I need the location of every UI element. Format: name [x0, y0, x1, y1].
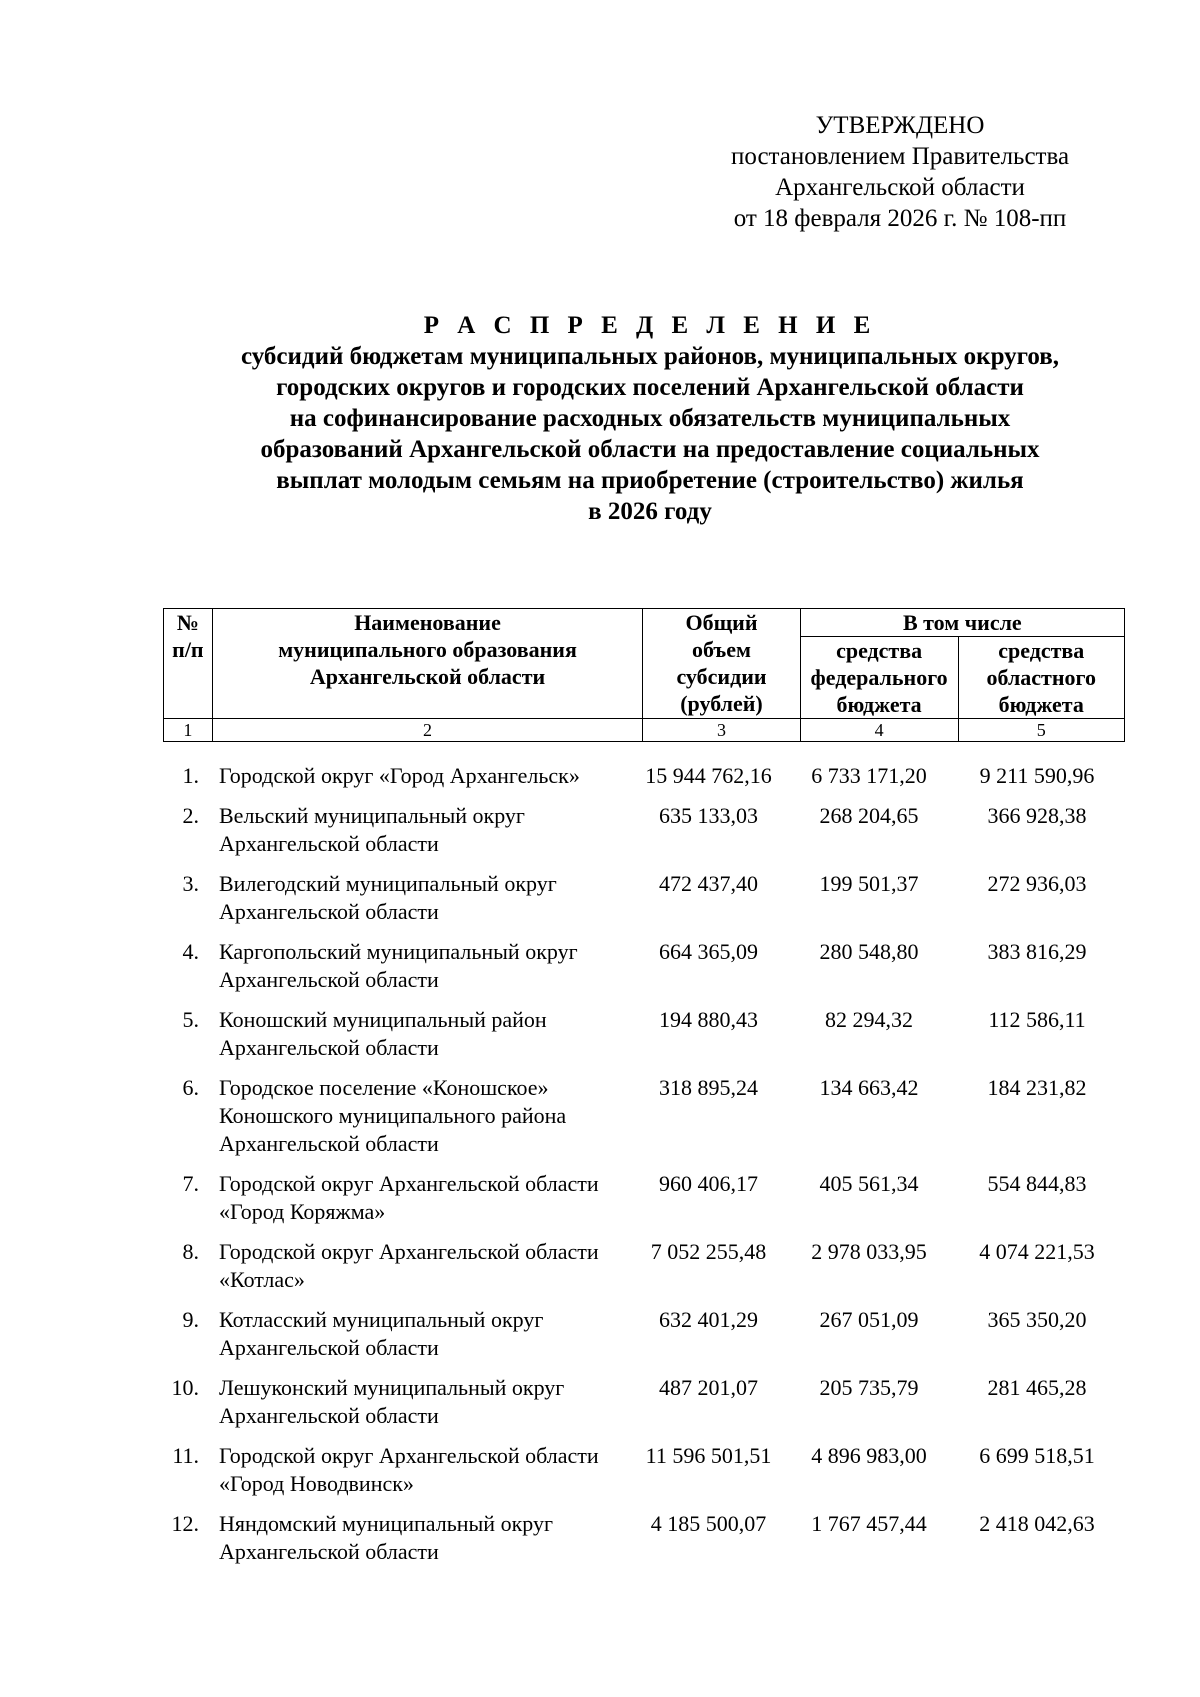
title-line: выплат молодым семьям на приобретение (строительство) жилья — [276, 467, 1024, 494]
row-number: 12. — [171, 1511, 199, 1536]
row-number: 11. — [172, 1443, 199, 1468]
row-regional: 112 586,11 — [988, 1007, 1086, 1032]
approval-title: УТВЕРЖДЕНО — [815, 112, 985, 139]
approval-line: постановлением Правительства — [730, 143, 1070, 170]
column-number: 2 — [212, 719, 643, 742]
header-text: объем — [691, 637, 752, 662]
table-row — [163, 802, 1125, 858]
title-line: субсидий бюджетам муниципальных районов, муниципальных округов, — [240, 343, 1060, 370]
row-total: 318 895,24 — [659, 1075, 758, 1100]
row-federal: 134 663,42 — [819, 1075, 919, 1100]
row-number: 7. — [182, 1171, 199, 1196]
row-name — [207, 1074, 628, 1158]
header-text: п/п — [172, 637, 204, 662]
header-col-regional — [958, 637, 1125, 719]
row-federal: 199 501,37 — [819, 871, 919, 896]
column-number: 1 — [164, 719, 213, 742]
row-name — [207, 802, 628, 858]
table-row — [163, 1510, 1125, 1566]
row-total: 7 052 255,48 — [650, 1239, 767, 1264]
row-number: 5. — [182, 1007, 199, 1032]
row-name-line: Архангельской области — [219, 1035, 439, 1060]
row-federal: 4 896 983,00 — [811, 1443, 927, 1468]
row-name — [207, 762, 628, 790]
title-heading: Р А С П Р Е Д Е Л Е Н И Е — [423, 312, 877, 339]
row-name-line: Лешуконский муниципальный округ — [219, 1375, 565, 1400]
row-name-line: Коношского муниципального района — [219, 1103, 567, 1128]
approval-line: Архангельской области — [775, 174, 1025, 201]
row-name — [207, 870, 628, 926]
table-row — [163, 938, 1125, 994]
row-number: 8. — [182, 1239, 199, 1264]
table-row — [163, 1170, 1125, 1226]
row-name — [207, 1170, 628, 1226]
row-name-line: Городской округ «Город Архангельск» — [219, 763, 580, 788]
row-total: 15 944 762,16 — [645, 763, 772, 788]
row-name-line: Каргопольский муниципальный округ — [219, 939, 578, 964]
row-number: 6. — [182, 1075, 199, 1100]
header-text: Архангельской области — [309, 664, 546, 689]
row-federal: 6 733 171,20 — [811, 763, 927, 788]
header-text: субсидии — [676, 664, 767, 689]
row-name — [207, 1510, 628, 1566]
row-regional: 281 465,28 — [987, 1375, 1087, 1400]
column-number: 5 — [958, 719, 1125, 742]
header-text: средства — [998, 638, 1085, 663]
row-federal: 267 051,09 — [819, 1307, 919, 1332]
table-row — [163, 1306, 1125, 1362]
row-federal: 82 294,32 — [825, 1007, 913, 1032]
title-line: городских округов и городских поселений Архангельской области — [276, 374, 1024, 401]
header-col-total — [643, 609, 800, 719]
header-text: бюджета — [836, 692, 922, 717]
table-header — [163, 608, 1125, 742]
row-regional: 272 936,03 — [987, 871, 1087, 896]
header-text: федерального — [810, 665, 948, 690]
row-federal: 405 561,34 — [819, 1171, 919, 1196]
column-number: 4 — [800, 719, 958, 742]
table-row — [163, 1374, 1125, 1430]
row-federal: 1 767 457,44 — [811, 1511, 927, 1536]
approval-stamp — [700, 110, 1100, 234]
row-name — [207, 1374, 628, 1430]
row-regional: 6 699 518,51 — [979, 1443, 1095, 1468]
row-name-line: Городской округ Архангельской области — [219, 1443, 599, 1468]
row-name-line: Вельский муниципальный округ — [219, 803, 525, 828]
title-line: на софинансирование расходных обязательств муниципальных — [289, 405, 1011, 432]
row-total: 632 401,29 — [659, 1307, 758, 1332]
row-name-line: Городской округ Архангельской области — [219, 1239, 599, 1264]
table-row — [163, 1442, 1125, 1498]
header-text: Наименование — [354, 610, 501, 635]
row-federal: 268 204,65 — [819, 803, 919, 828]
row-regional: 184 231,82 — [987, 1075, 1087, 1100]
row-name — [207, 1442, 628, 1498]
row-name-line: Городской округ Архангельской области — [219, 1171, 599, 1196]
row-total: 11 596 501,51 — [645, 1443, 772, 1468]
row-name-line: Котласский муниципальный округ — [219, 1307, 544, 1332]
row-regional: 383 816,29 — [987, 939, 1087, 964]
row-number: 4. — [182, 939, 199, 964]
table-row — [163, 1074, 1125, 1158]
row-name — [207, 938, 628, 994]
row-total: 635 133,03 — [659, 803, 758, 828]
row-number: 3. — [182, 871, 199, 896]
row-name-line: Архангельской области — [219, 1131, 439, 1156]
row-regional: 9 211 590,96 — [979, 763, 1095, 788]
document-title — [100, 310, 1200, 527]
row-name-line: Вилегодский муниципальный округ — [219, 871, 557, 896]
approval-date: от 18 февраля 2026 г. № 108-пп — [733, 205, 1067, 232]
row-number: 1. — [182, 763, 199, 788]
row-name — [207, 1238, 628, 1294]
table-row — [163, 870, 1125, 926]
header-text: бюджета — [998, 692, 1084, 717]
row-name-line: Архангельской области — [219, 967, 439, 992]
row-name-line: Архангельской области — [219, 1403, 439, 1428]
header-text: (рублей) — [680, 691, 763, 716]
row-name-line: Городское поселение «Коношское» — [219, 1075, 549, 1100]
header-col-number — [164, 609, 213, 719]
table-row — [163, 1238, 1125, 1294]
row-regional: 366 928,38 — [987, 803, 1087, 828]
row-total: 664 365,09 — [659, 939, 758, 964]
row-number: 9. — [182, 1307, 199, 1332]
row-number: 2. — [182, 803, 199, 828]
row-number: 10. — [171, 1375, 199, 1400]
row-name-line: Коношский муниципальный район — [219, 1007, 547, 1032]
header-col-name — [212, 609, 643, 719]
row-total: 487 201,07 — [659, 1375, 758, 1400]
header-col-federal — [800, 637, 958, 719]
header-group-including: В том числе — [800, 609, 1124, 637]
row-name-line: «Котлас» — [219, 1267, 305, 1292]
row-name-line: Архангельской области — [219, 831, 439, 856]
row-federal: 205 735,79 — [819, 1375, 919, 1400]
title-line: в 2026 году — [588, 498, 712, 525]
row-name-line: «Город Новодвинск» — [219, 1471, 414, 1496]
row-total: 194 880,43 — [659, 1007, 758, 1032]
row-name — [207, 1306, 628, 1362]
row-name-line: «Город Коряжма» — [219, 1199, 386, 1224]
row-name-line: Архангельской области — [219, 899, 439, 924]
row-total: 472 437,40 — [659, 871, 758, 896]
table-body — [163, 762, 1125, 1578]
row-regional: 554 844,83 — [987, 1171, 1087, 1196]
row-regional: 2 418 042,63 — [979, 1511, 1095, 1536]
row-federal: 280 548,80 — [819, 939, 919, 964]
row-total: 4 185 500,07 — [650, 1511, 767, 1536]
header-text: средства — [836, 638, 923, 663]
row-name-line: Архангельской области — [219, 1539, 439, 1564]
row-regional: 365 350,20 — [987, 1307, 1087, 1332]
table-row — [163, 1006, 1125, 1062]
title-line: образований Архангельской области на предоставление социальных — [260, 436, 1040, 463]
header-text: муниципального образования — [278, 637, 577, 662]
row-name-line: Архангельской области — [219, 1335, 439, 1360]
row-regional: 4 074 221,53 — [979, 1239, 1095, 1264]
table-row — [163, 762, 1125, 790]
header-text: № — [176, 610, 199, 635]
row-name — [207, 1006, 628, 1062]
row-name-line: Няндомский муниципальный округ — [219, 1511, 553, 1536]
row-total: 960 406,17 — [659, 1171, 758, 1196]
header-text: Общий — [685, 610, 758, 635]
row-federal: 2 978 033,95 — [811, 1239, 927, 1264]
column-number: 3 — [643, 719, 800, 742]
header-text: областного — [986, 665, 1096, 690]
